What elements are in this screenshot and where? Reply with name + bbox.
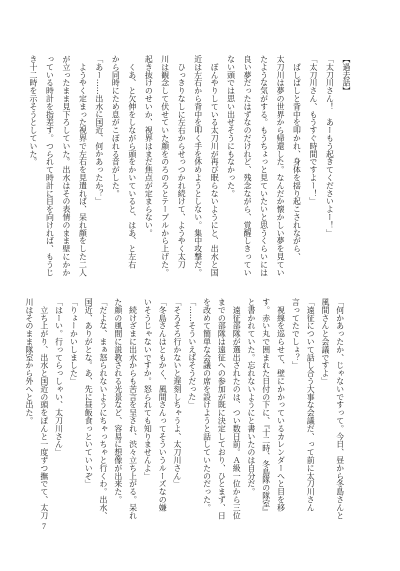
upper-tier-line: ひっきりなしに左右からせっつかれ続けて、ようやく太刀 [177,55,187,269]
lower-tier-line: 言ってたでしょ？」 [291,298,301,370]
upper-tier-line: くあ、と欠伸をしながら頭をかいていると、はあ、と左右 [127,55,137,269]
upper-tier-line: ぱしぱしと背中を叩かれ、身体を揺り起こされながら、 [292,55,302,261]
lower-tier-line: 「そろそろ行かないと遅刻しちゃうよ、太刀川さん」 [172,298,182,488]
upper-tier-line: 起き抜けのせいか、視界はまだ焦点が定まらない。 [144,55,154,237]
lower-tier-line: いそうじゃないですか。怒られても知りませんよ」 [143,298,153,480]
upper-tier-line: 「太刀川さん！ あーもう起きてくださいよー！」 [325,55,335,237]
lower-tier-line: 遠征部隊が選出されたのは、つい数日前。Ａ級一位から三位 [232,298,242,520]
upper-tier-line: っている時計を指差す。つられて時計に目を向ければ、もうじ [45,55,55,277]
upper-tier-line: 良い夢だったはずなのだけれど、残念ながら、覚醒しきってい [243,55,253,277]
upper-tier-line: たような気がする。もうちょっと見ていたいと思うくらいには [259,55,269,277]
lower-tier-line: 「……そういえばそうだった」 [187,298,197,409]
lower-tier-line: 続けざまに出水からも苦言を呈され、渋々立ち上がる。呆れ [128,298,138,520]
upper-tier-line: 「あー……出水に国近、何かあったか？」 [94,55,104,206]
lower-tier-line: 川はそのまま隊室から外へと出た。 [25,298,34,425]
lower-tier-line: 立ち上がり、出水と国近の頭をぽんと一度ずつ撫でて、太刀 [39,298,49,520]
lower-tier-line: 視線を巡らせて、壁にかかっているカレンダーへと目を移 [276,298,286,512]
upper-tier-line: が立ったまま見下ろしていた。出水はその表情のまま壁にかか [61,55,71,277]
lower-tier-line: 「だよな、まぁ怒られないようにちゃっちゃと行くわ。出水、 [98,298,108,520]
upper-text-tier [26,55,353,279]
upper-tier-line: ようやく定まった視界で左右を見遣れば、呆れ顔をした二人 [78,55,88,277]
section-heading: 【過去話】 [341,55,351,95]
lower-tier-line: 風間さんと会議ですよ」 [320,298,330,385]
upper-tier-line: から同時にため息がこぼれる音がした。 [111,55,121,198]
lower-tier-line: までの部隊は遠征への参加が既に決定しており、ひとまず、日 [217,298,227,520]
page-number: 7 [42,522,46,531]
lower-tier-line: 「はーい。行ってらっしゃい、太刀川さん」 [54,298,64,456]
lower-tier-line: す。赤い丸で囲まれた日付の下に、『十二時、冬島隊の隊室』 [261,298,271,516]
upper-tier-line: 近は左右から背中を叩く手を休めようとしない。集中攻撃だ。 [193,55,203,277]
lower-tier-line: を改めて簡単な会議の席を設けようと話していたのだった。 [202,298,212,512]
lower-tier-line: た顔の風間に説教される光景など、容易に想像が出来た。 [113,298,123,504]
upper-tier-line: き十二時を示そうとしていた。 [29,55,38,166]
upper-tier-line: ぼんやりしている太刀川が再び眠らないようにと、出水と国 [210,55,220,277]
upper-tier-line: 「太刀川さん、もうすぐ時間ですよー！」 [308,55,318,206]
lower-tier-line: 「りょーかいしました」 [69,298,79,385]
lower-tier-line: 国近、ありがとな。あ、先に昼飯食っといていいぞ」 [84,298,94,488]
lower-tier-line: 「冬島さんはともかく、風間さんってそういうルーズなの嫌 [158,298,168,512]
lower-tier-line: 「何かあったか、じゃないですって。今日、昼から冬島さんと [335,298,345,520]
lower-tier-line: と書かれていた。忘れないようにと書いたのは自分だ。 [246,298,256,496]
lower-tier-line: 「遠征について話し合う大事な会議だ、って前に太刀川さん [306,298,316,512]
upper-tier-line: 川は観念して伏せていた顔をのろのろとテーブルから上げた。 [160,55,170,277]
lower-text-tier [22,298,347,522]
upper-tier-line: 太刀川は夢の世界から帰還した。なんだか懐かしい夢を見てい [276,55,286,277]
upper-tier-line: ない頭では思い出せそうにもなかった。 [226,55,236,198]
